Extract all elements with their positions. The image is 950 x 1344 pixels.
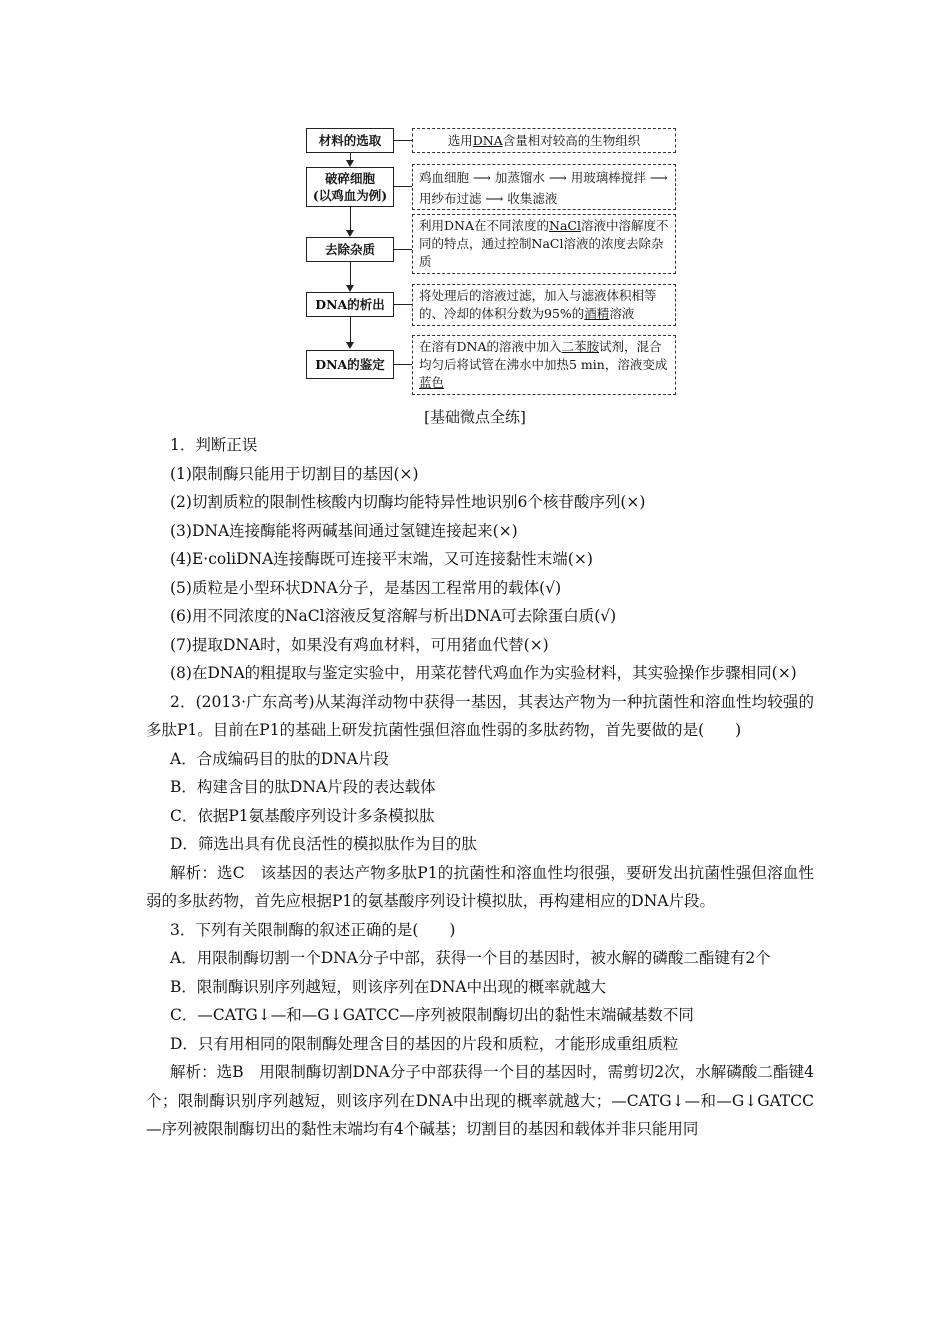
arrow-down-icon: [346, 230, 354, 237]
q1-item: (7)提取DNA时，如果没有鸡血材料，可用猪血代替(×): [170, 635, 549, 654]
connector: [394, 249, 412, 250]
step-box-remove-impurities: 去除杂质: [306, 237, 394, 262]
flowchart: [0, 0, 950, 400]
q3-option: D．只有用相同的限制酶处理含目的基因的片段和质粒，才能形成重组质粒: [170, 1034, 679, 1053]
note-dna-identification: 在溶有DNA的溶液中加入二苯胺试剂，混合均匀后将试管在沸水中加热5 min，溶液变成蓝色: [412, 335, 676, 395]
q3-analysis: 解析：选B 用限制酶切割DNA分子中部获得一个目的基因时，需剪切2次，水解磷酸二酯键4个；限制酶识别序列越短，则该序列在DNA中出现的概率就越大；—CATG↓—和—G↓GATCC—序列被限制酶切出的黏性末端均有4个碱基；切割目的基因和载体并非只能用同: [146, 1063, 814, 1138]
step-box-dna-precipitation: DNA的析出: [306, 292, 394, 317]
q2-option: D．筛选出具有优良活性的模拟肽作为目的肽: [170, 835, 477, 853]
q1-item: (2)切割质粒的限制性核酸内切酶均能特异性地识别6个核苷酸序列(×): [170, 493, 646, 511]
q1-item: (5)质粒是小型环状DNA分子，是基因工程常用的载体(√): [170, 578, 562, 597]
step-box-break-cells: 破碎细胞 (以鸡血为例): [306, 167, 394, 207]
arrow-down-icon: [346, 285, 354, 292]
step-box-dna-identification: DNA的鉴定: [306, 350, 394, 379]
flow-line: [350, 317, 351, 343]
section-caption: [基础微点全练]: [424, 408, 526, 426]
q1-item: (4)E·coliDNA连接酶既可连接平末端，又可连接黏性末端(×): [170, 550, 593, 568]
q1-item: (3)DNA连接酶能将两碱基间通过氢键连接起来(×): [170, 521, 518, 540]
q3-stem: 3．下列有关限制酶的叙述正确的是( ): [170, 920, 456, 939]
connector: [394, 186, 412, 187]
q1-item: (6)用不同浓度的NaCl溶液反复溶解与析出DNA可去除蛋白质(√): [170, 607, 617, 625]
q3-option: A．用限制酶切割一个DNA分子中部，获得一个目的基因时，被水解的磷酸二酯键有2个: [170, 949, 771, 967]
q1-title: 1．判断正误: [170, 436, 258, 454]
connector: [394, 304, 412, 305]
note-dna-precipitation: 将处理后的溶液过滤，加入与滤液体积相等的、冷却的体积分数为95%的酒精溶液: [412, 284, 676, 326]
q3-option: B．限制酶识别序列越短，则该序列在DNA中出现的概率就越大: [170, 977, 607, 996]
q2-option: B．构建含目的肽DNA片段的表达载体: [170, 778, 436, 796]
arrow-down-icon: [346, 160, 354, 167]
connector: [394, 364, 412, 365]
q2-option: C．依据P1氨基酸序列设计多条模拟肽: [170, 806, 435, 825]
q2-stem: 2．(2013·广东高考)从某海洋动物中获得一基因，其表达产物为一种抗菌性和溶血性均较强的多肽P1。目前在P1的基础上研发抗菌性强但溶血性弱的多肽药物，首先要做的是( ): [146, 692, 814, 739]
q2-analysis: 解析：选C 该基因的表达产物多肽P1的抗菌性和溶血性均很强，要研发出抗菌性强但溶血性弱的多肽药物，首先应根据P1的氨基酸序列设计模拟肽，再构建相应的DNA片段。: [146, 863, 814, 910]
q1-item: (1)限制酶只能用于切割目的基因(×): [170, 464, 419, 483]
flow-line: [350, 262, 351, 286]
q3-option: C．—CATG↓—和—G↓GATCC—序列被限制酶切出的黏性末端碱基数不同: [170, 1006, 694, 1024]
note-material: 选用DNA含量相对较高的生物组织: [412, 128, 676, 153]
q1-item: (8)在DNA的粗提取与鉴定实验中，用菜花替代鸡血作为实验材料，其实验操作步骤相同(×): [170, 664, 797, 682]
note-remove-impurities: 利用DNA在不同浓度的NaCl溶液中溶解度不同的特点，通过控制NaCl溶液的浓度去除杂质: [412, 214, 676, 274]
exercise-content: [146, 431, 814, 1144]
connector: [394, 140, 412, 141]
flow-line: [350, 207, 351, 231]
arrow-down-icon: [346, 342, 354, 349]
q2-option: A．合成编码目的肽的DNA片段: [170, 749, 389, 768]
step-box-material: 材料的选取: [306, 128, 394, 153]
note-break-cells: 鸡血细胞 ⟶ 加蒸馏水 ⟶ 用玻璃棒搅拌 ⟶ 用纱布过滤 ⟶ 收集滤液: [412, 164, 676, 210]
